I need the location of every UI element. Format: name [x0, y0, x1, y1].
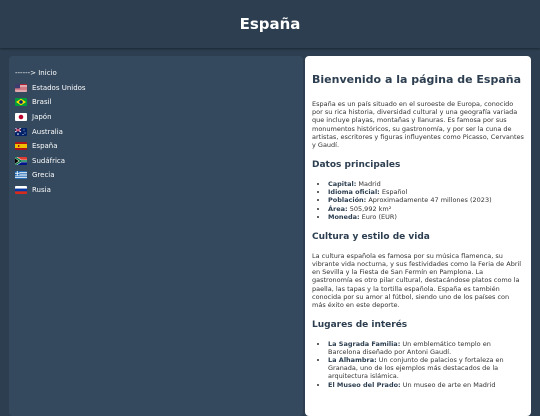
page-title: España	[239, 15, 301, 33]
facts-heading: Datos principales	[312, 160, 401, 171]
sidebar-item-rusia[interactable]	[15, 183, 303, 198]
facts-list	[312, 180, 524, 220]
sidebar-item-label: Japón	[32, 113, 52, 122]
flag-za-icon	[15, 157, 27, 165]
sidebar-nav	[9, 56, 303, 197]
flag-us-icon	[15, 84, 27, 92]
content-title: Bienvenido a la página de España	[312, 73, 522, 86]
flag-ru-icon	[15, 186, 27, 194]
places-list	[312, 340, 524, 389]
main-content	[305, 56, 531, 416]
sidebar-item-label: Australia	[32, 127, 63, 136]
sidebar-item-sudafrica[interactable]	[15, 154, 303, 169]
flag-jp-icon	[15, 113, 27, 121]
sidebar-item-estados-unidos[interactable]	[15, 81, 303, 96]
sidebar-item-brasil[interactable]	[15, 95, 303, 110]
page-header	[0, 0, 540, 48]
list-item: • La Sagrada Familia: Un emblemático templo en Barcelona diseñado por Antoni Gaudí.	[328, 340, 524, 356]
sidebar-item-label: España	[32, 142, 58, 151]
sidebar-item-label: Rusia	[32, 186, 51, 195]
list-item: • El Museo del Prado: Un museo de arte en Madrid	[328, 381, 524, 389]
intro-paragraph: España es un país situado en el suroeste de Europa, conocido por su rica historia, diversidad cultural y una geografía variada que incluye playas, montañas y llanuras. Es famosa por sus monumentos históricos, su gastronomía, y por ser la cuna de artistas, escritores y figuras influyentes como Picasso, Cervantes y Gaudí.	[312, 100, 524, 150]
sidebar-item-label: Sudáfrica	[32, 156, 66, 165]
sidebar-item-label: Brasil	[32, 98, 52, 107]
sidebar-item-japon[interactable]	[15, 110, 303, 125]
list-item: • Área: 505,992 km²	[328, 205, 524, 213]
sidebar-item-grecia[interactable]	[15, 168, 303, 183]
places-heading: Lugares de interés	[312, 320, 408, 331]
sidebar-item-australia[interactable]	[15, 124, 303, 139]
list-item: • Capital: Madrid	[328, 180, 524, 188]
culture-paragraph: La cultura española es famosa por su música flamenca, su vibrante vida nocturna, y sus festividades como la Feria de Abril en Sevilla y la Fiesta de San Fermín en Pamplona. La gastronomía es otro pilar cultural, destacándose platos como la paella, las tapas y la tortilla española. España es también conocida por su amor al fútbol, siendo uno de los países con más éxito en este deporte.	[312, 251, 522, 309]
sidebar	[9, 56, 303, 416]
flag-br-icon	[15, 98, 27, 106]
flag-es-icon	[15, 142, 27, 150]
list-item: • Idioma oficial: Español	[328, 188, 524, 196]
sidebar-item-label: Estados Unidos	[32, 83, 86, 92]
sidebar-item-inicio[interactable]	[15, 66, 303, 81]
culture-heading: Cultura y estilo de vida	[312, 231, 430, 242]
sidebar-item-label: Grecia	[32, 171, 55, 180]
sidebar-item-label: ------> Inicio	[15, 69, 57, 78]
sidebar-item-espana[interactable]	[15, 139, 303, 154]
flag-gr-icon	[15, 171, 27, 179]
flag-au-icon	[15, 128, 27, 136]
list-item: • Población: Aproximadamente 47 millones (2023)	[328, 196, 524, 204]
list-item: • La Alhambra: Un conjunto de palacios y fortaleza en Granada, uno de los ejemplos más destacados de la arquitectura islámica.	[328, 356, 524, 380]
list-item: • Moneda: Euro (EUR)	[328, 213, 524, 221]
